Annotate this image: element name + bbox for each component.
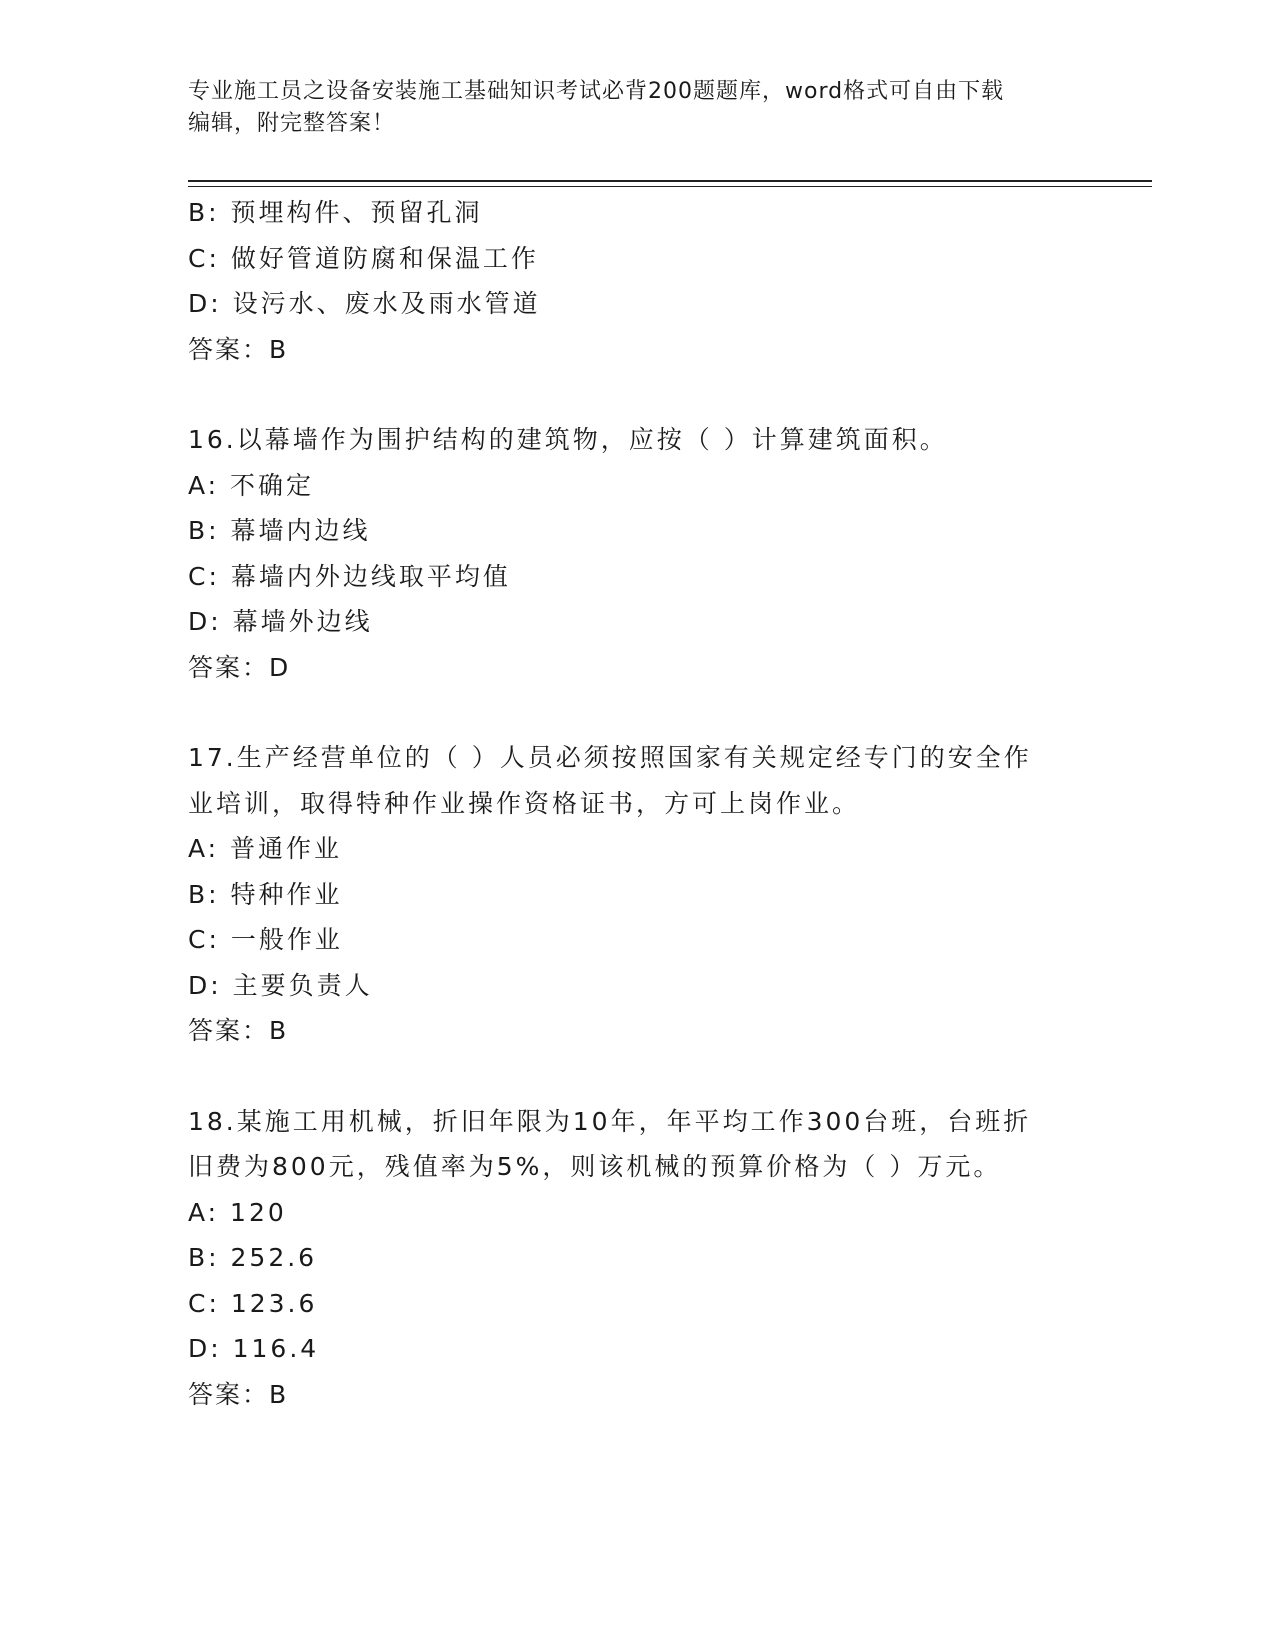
answer-line [188,327,1088,373]
question-stem: 16.以幕墙作为围护结构的建筑物，应按（ ）计算建筑面积。 [188,425,948,454]
answer-line [188,1372,1088,1418]
question-stem-line-1: 18.某施工用机械，折旧年限为10年，年平均工作300台班，台班折 [188,1106,1032,1136]
answer-value: B [269,1016,289,1045]
document-header [188,76,1078,140]
question-stem-line-2: 旧费为800元，残值率为5%，则该机械的预算价格为（ ）万元。 [188,1152,1002,1181]
option-c: C: 一般作业 [188,925,343,954]
option-c: C: 123.6 [188,1288,318,1318]
answer-line [188,645,1088,691]
question-15-continued [188,190,1088,372]
option-b: B: 预埋构件、预留孔洞 [188,198,483,227]
question-18 [188,1099,1088,1418]
answer-label: 答案： [188,652,270,682]
answer-label: 答案： [188,334,270,364]
question-stem-line-2: 业培训，取得特种作业操作资格证书，方可上岗作业。 [188,788,861,818]
option-d: D: 幕墙外边线 [188,607,373,636]
option-b: B: 252.6 [188,1243,318,1272]
header-line-1: 专业施工员之设备安装施工基础知识考试必背200题题库，word格式可自由下载 [188,79,1005,104]
answer-value: B [269,334,289,364]
option-c: C: 幕墙内外边线取平均值 [188,561,511,591]
option-d: D: 主要负责人 [188,970,373,1000]
answer-label: 答案： [188,1016,270,1045]
option-d: D: 116.4 [188,1334,320,1363]
option-d: D: 设污水、废水及雨水管道 [188,289,541,318]
header-line-2: 编辑，附完整答案！ [188,111,396,136]
option-a: A: 120 [188,1197,287,1227]
option-b: B: 特种作业 [188,879,343,909]
option-a: A: 不确定 [188,470,315,500]
question-list [188,190,1088,1417]
option-c: C: 做好管道防腐和保温工作 [188,243,539,273]
header-divider [188,180,1152,187]
option-b: B: 幕墙内边线 [188,516,371,545]
option-a: A: 普通作业 [188,834,343,863]
answer-label: 答案： [188,1379,270,1409]
question-17 [188,735,1088,1054]
question-stem-line-1: 17.生产经营单位的（ ）人员必须按照国家有关规定经专门的安全作 [188,743,1032,772]
answer-value: D [269,652,291,682]
question-16 [188,417,1088,690]
answer-value: B [269,1379,289,1409]
answer-line [188,1008,1088,1054]
